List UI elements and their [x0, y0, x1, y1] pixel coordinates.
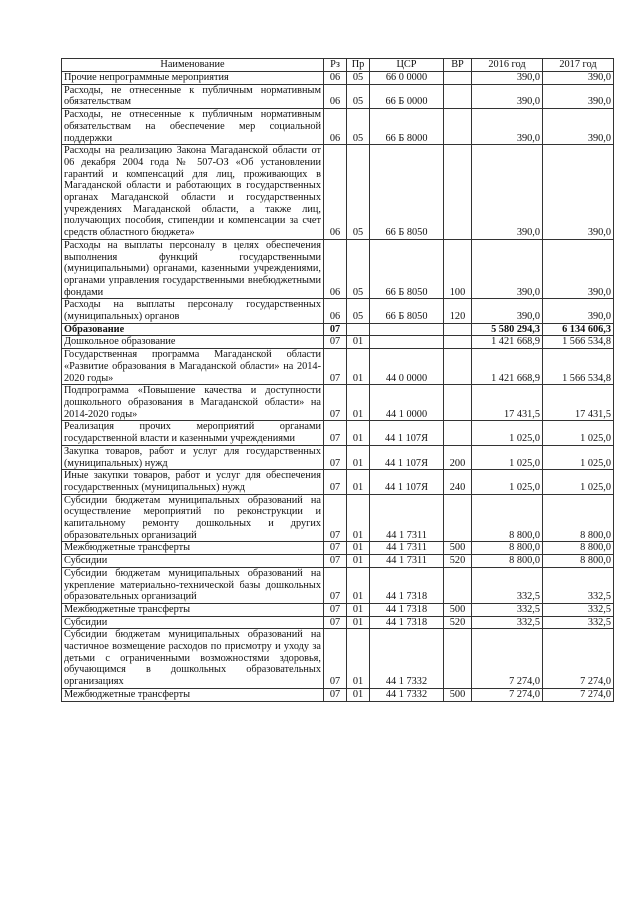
table-row [62, 239, 614, 299]
cell-2017: 1 025,0 [543, 445, 614, 469]
cell-name: Субсидии бюджетам муниципальных образований на укрепление материально-технической базы дошкольных образовательных организаций [62, 567, 324, 603]
table-header-row [62, 59, 614, 72]
cell-pr: 01 [347, 567, 370, 603]
cell-vr: 520 [444, 616, 472, 629]
cell-name: Государственная программа Магаданской области «Развитие образования в Магаданской области» на 2014-2020 годы» [62, 349, 324, 385]
cell-vr [444, 567, 472, 603]
cell-rz: 07 [324, 688, 347, 701]
table-row [62, 299, 614, 323]
cell-name: Субсидии бюджетам муниципальных образований на осуществление мероприятий по реконструкции и капитальному ремонту дошкольных и других образовательных организаций [62, 494, 324, 542]
cell-vr [444, 323, 472, 336]
cell-rz: 06 [324, 145, 347, 240]
cell-csr: 66 Б 8050 [370, 239, 444, 299]
cell-csr: 44 1 7311 [370, 494, 444, 542]
cell-name: Подпрограмма «Повышение качества и доступности дошкольного образования в Магаданской области» на 2014-2020 годы» [62, 385, 324, 421]
cell-vr: 500 [444, 542, 472, 555]
cell-name: Образование [62, 323, 324, 336]
cell-pr: 01 [347, 555, 370, 568]
cell-vr [444, 336, 472, 349]
cell-pr: 01 [347, 629, 370, 689]
budget-document [61, 58, 613, 702]
cell-rz: 06 [324, 239, 347, 299]
cell-rz: 07 [324, 603, 347, 616]
cell-2017: 1 566 534,8 [543, 349, 614, 385]
cell-2016: 332,5 [472, 567, 543, 603]
cell-name: Расходы, не отнесенные к публичным нормативным обязательствам на обеспечение мер социальной поддержки [62, 109, 324, 145]
cell-rz: 07 [324, 542, 347, 555]
cell-2016: 8 800,0 [472, 542, 543, 555]
cell-name: Дошкольное образование [62, 336, 324, 349]
cell-2016: 390,0 [472, 109, 543, 145]
cell-2017: 7 274,0 [543, 629, 614, 689]
cell-csr: 66 Б 8000 [370, 109, 444, 145]
cell-2016: 390,0 [472, 239, 543, 299]
cell-csr: 66 Б 8050 [370, 145, 444, 240]
cell-rz: 06 [324, 299, 347, 323]
header-rz: Рз [324, 59, 347, 72]
cell-rz: 06 [324, 84, 347, 108]
cell-rz: 07 [324, 494, 347, 542]
cell-vr [444, 72, 472, 85]
cell-name: Расходы на выплаты персоналу государственных (муниципальных) органов [62, 299, 324, 323]
cell-pr: 05 [347, 84, 370, 108]
cell-pr: 05 [347, 299, 370, 323]
table-row [62, 323, 614, 336]
cell-2017: 6 134 606,3 [543, 323, 614, 336]
cell-csr: 44 1 0000 [370, 385, 444, 421]
cell-name: Межбюджетные трансферты [62, 542, 324, 555]
cell-2016: 5 580 294,3 [472, 323, 543, 336]
cell-2017: 7 274,0 [543, 688, 614, 701]
cell-vr [444, 629, 472, 689]
table-row [62, 145, 614, 240]
cell-csr: 66 Б 8050 [370, 299, 444, 323]
cell-2016: 1 025,0 [472, 421, 543, 445]
cell-2017: 332,5 [543, 603, 614, 616]
table-row [62, 421, 614, 445]
cell-csr: 44 1 7311 [370, 555, 444, 568]
cell-2017: 332,5 [543, 616, 614, 629]
cell-2016: 8 800,0 [472, 494, 543, 542]
cell-csr: 44 1 7318 [370, 616, 444, 629]
cell-2016: 1 421 668,9 [472, 349, 543, 385]
cell-vr [444, 145, 472, 240]
cell-2016: 390,0 [472, 299, 543, 323]
cell-2016: 390,0 [472, 72, 543, 85]
table-row [62, 555, 614, 568]
cell-2016: 1 025,0 [472, 470, 543, 494]
cell-vr [444, 494, 472, 542]
cell-2017: 17 431,5 [543, 385, 614, 421]
table-row [62, 603, 614, 616]
cell-csr: 44 0 0000 [370, 349, 444, 385]
cell-name: Субсидии [62, 555, 324, 568]
table-row [62, 494, 614, 542]
cell-rz: 07 [324, 555, 347, 568]
cell-2017: 390,0 [543, 299, 614, 323]
budget-table [61, 58, 614, 702]
cell-vr: 240 [444, 470, 472, 494]
header-2017: 2017 год [543, 59, 614, 72]
cell-csr: 44 1 7332 [370, 688, 444, 701]
cell-csr: 44 1 107Я [370, 445, 444, 469]
cell-csr: 44 1 7318 [370, 567, 444, 603]
cell-vr [444, 385, 472, 421]
cell-name: Иные закупки товаров, работ и услуг для обеспечения государственных (муниципальных) нужд [62, 470, 324, 494]
cell-pr: 01 [347, 603, 370, 616]
cell-vr: 200 [444, 445, 472, 469]
table-row [62, 567, 614, 603]
cell-csr: 44 1 7318 [370, 603, 444, 616]
cell-2017: 1 025,0 [543, 470, 614, 494]
cell-2017: 390,0 [543, 109, 614, 145]
cell-pr: 01 [347, 470, 370, 494]
cell-2017: 8 800,0 [543, 555, 614, 568]
cell-2016: 332,5 [472, 616, 543, 629]
cell-rz: 06 [324, 109, 347, 145]
cell-name: Расходы, не отнесенные к публичным нормативным обязательствам [62, 84, 324, 108]
cell-name: Расходы на выплаты персоналу в целях обеспечения выполнения функций государственными (муниципальными) органами, казенными учреждениями, органами управления государственными внебюджетными фондами [62, 239, 324, 299]
cell-vr [444, 109, 472, 145]
cell-2017: 1 566 534,8 [543, 336, 614, 349]
cell-rz: 07 [324, 567, 347, 603]
cell-rz: 07 [324, 470, 347, 494]
cell-name: Расходы на реализацию Закона Магаданской области от 06 декабря 2004 года № 507-ОЗ «Об установлении гарантий и компенсаций для лиц, проживающих в Магаданской области и работающих в государственных органах Магаданской области и государственных учреждениях Магаданской области, а также лиц, получающих пособия, стипендии и компенсации за счет средств областного бюджета» [62, 145, 324, 240]
cell-vr [444, 84, 472, 108]
header-name: Наименование [62, 59, 324, 72]
table-row [62, 336, 614, 349]
cell-name: Межбюджетные трансферты [62, 603, 324, 616]
cell-2016: 7 274,0 [472, 688, 543, 701]
cell-2017: 390,0 [543, 239, 614, 299]
cell-rz: 06 [324, 72, 347, 85]
cell-name: Межбюджетные трансферты [62, 688, 324, 701]
cell-pr: 05 [347, 239, 370, 299]
cell-2016: 390,0 [472, 84, 543, 108]
table-row [62, 349, 614, 385]
cell-name: Закупка товаров, работ и услуг для государственных (муниципальных) нужд [62, 445, 324, 469]
cell-2016: 17 431,5 [472, 385, 543, 421]
table-row [62, 385, 614, 421]
cell-pr: 05 [347, 145, 370, 240]
cell-name: Субсидии [62, 616, 324, 629]
cell-name: Прочие непрограммные мероприятия [62, 72, 324, 85]
cell-2016: 1 025,0 [472, 445, 543, 469]
table-row [62, 629, 614, 689]
cell-vr: 500 [444, 688, 472, 701]
cell-vr [444, 349, 472, 385]
header-csr: ЦСР [370, 59, 444, 72]
table-row [62, 616, 614, 629]
cell-vr: 500 [444, 603, 472, 616]
cell-csr: 44 1 107Я [370, 470, 444, 494]
cell-csr [370, 323, 444, 336]
cell-pr: 05 [347, 109, 370, 145]
cell-csr: 66 0 0000 [370, 72, 444, 85]
cell-2016: 8 800,0 [472, 555, 543, 568]
cell-vr: 120 [444, 299, 472, 323]
header-vr: ВР [444, 59, 472, 72]
table-row [62, 84, 614, 108]
cell-pr: 01 [347, 445, 370, 469]
cell-csr: 44 1 7311 [370, 542, 444, 555]
cell-rz: 07 [324, 629, 347, 689]
cell-2017: 1 025,0 [543, 421, 614, 445]
cell-rz: 07 [324, 445, 347, 469]
cell-csr: 44 1 107Я [370, 421, 444, 445]
cell-vr: 520 [444, 555, 472, 568]
cell-2017: 8 800,0 [543, 494, 614, 542]
table-row [62, 470, 614, 494]
cell-pr: 01 [347, 494, 370, 542]
cell-2016: 1 421 668,9 [472, 336, 543, 349]
cell-rz: 07 [324, 323, 347, 336]
cell-2016: 7 274,0 [472, 629, 543, 689]
cell-2017: 390,0 [543, 84, 614, 108]
cell-csr [370, 336, 444, 349]
cell-pr: 01 [347, 421, 370, 445]
cell-vr [444, 421, 472, 445]
cell-pr: 01 [347, 385, 370, 421]
cell-csr: 44 1 7332 [370, 629, 444, 689]
cell-rz: 07 [324, 336, 347, 349]
cell-pr: 01 [347, 616, 370, 629]
table-row [62, 109, 614, 145]
header-pr: Пр [347, 59, 370, 72]
cell-name: Субсидии бюджетам муниципальных образований на частичное возмещение расходов по присмотру и уходу за детьми с ограниченными возможностями здоровья, обучающимся в дошкольных образовательных организациях [62, 629, 324, 689]
header-2016: 2016 год [472, 59, 543, 72]
cell-pr: 01 [347, 336, 370, 349]
cell-pr: 01 [347, 542, 370, 555]
cell-pr [347, 323, 370, 336]
cell-rz: 07 [324, 616, 347, 629]
cell-2017: 332,5 [543, 567, 614, 603]
table-row [62, 72, 614, 85]
cell-2017: 8 800,0 [543, 542, 614, 555]
cell-rz: 07 [324, 421, 347, 445]
cell-rz: 07 [324, 385, 347, 421]
cell-pr: 01 [347, 688, 370, 701]
cell-2017: 390,0 [543, 145, 614, 240]
cell-2017: 390,0 [543, 72, 614, 85]
cell-rz: 07 [324, 349, 347, 385]
cell-2016: 390,0 [472, 145, 543, 240]
cell-name: Реализация прочих мероприятий органами государственной власти и казенными учреждениями [62, 421, 324, 445]
cell-pr: 05 [347, 72, 370, 85]
cell-vr: 100 [444, 239, 472, 299]
cell-pr: 01 [347, 349, 370, 385]
table-row [62, 542, 614, 555]
cell-2016: 332,5 [472, 603, 543, 616]
table-row [62, 688, 614, 701]
table-row [62, 445, 614, 469]
cell-csr: 66 Б 0000 [370, 84, 444, 108]
